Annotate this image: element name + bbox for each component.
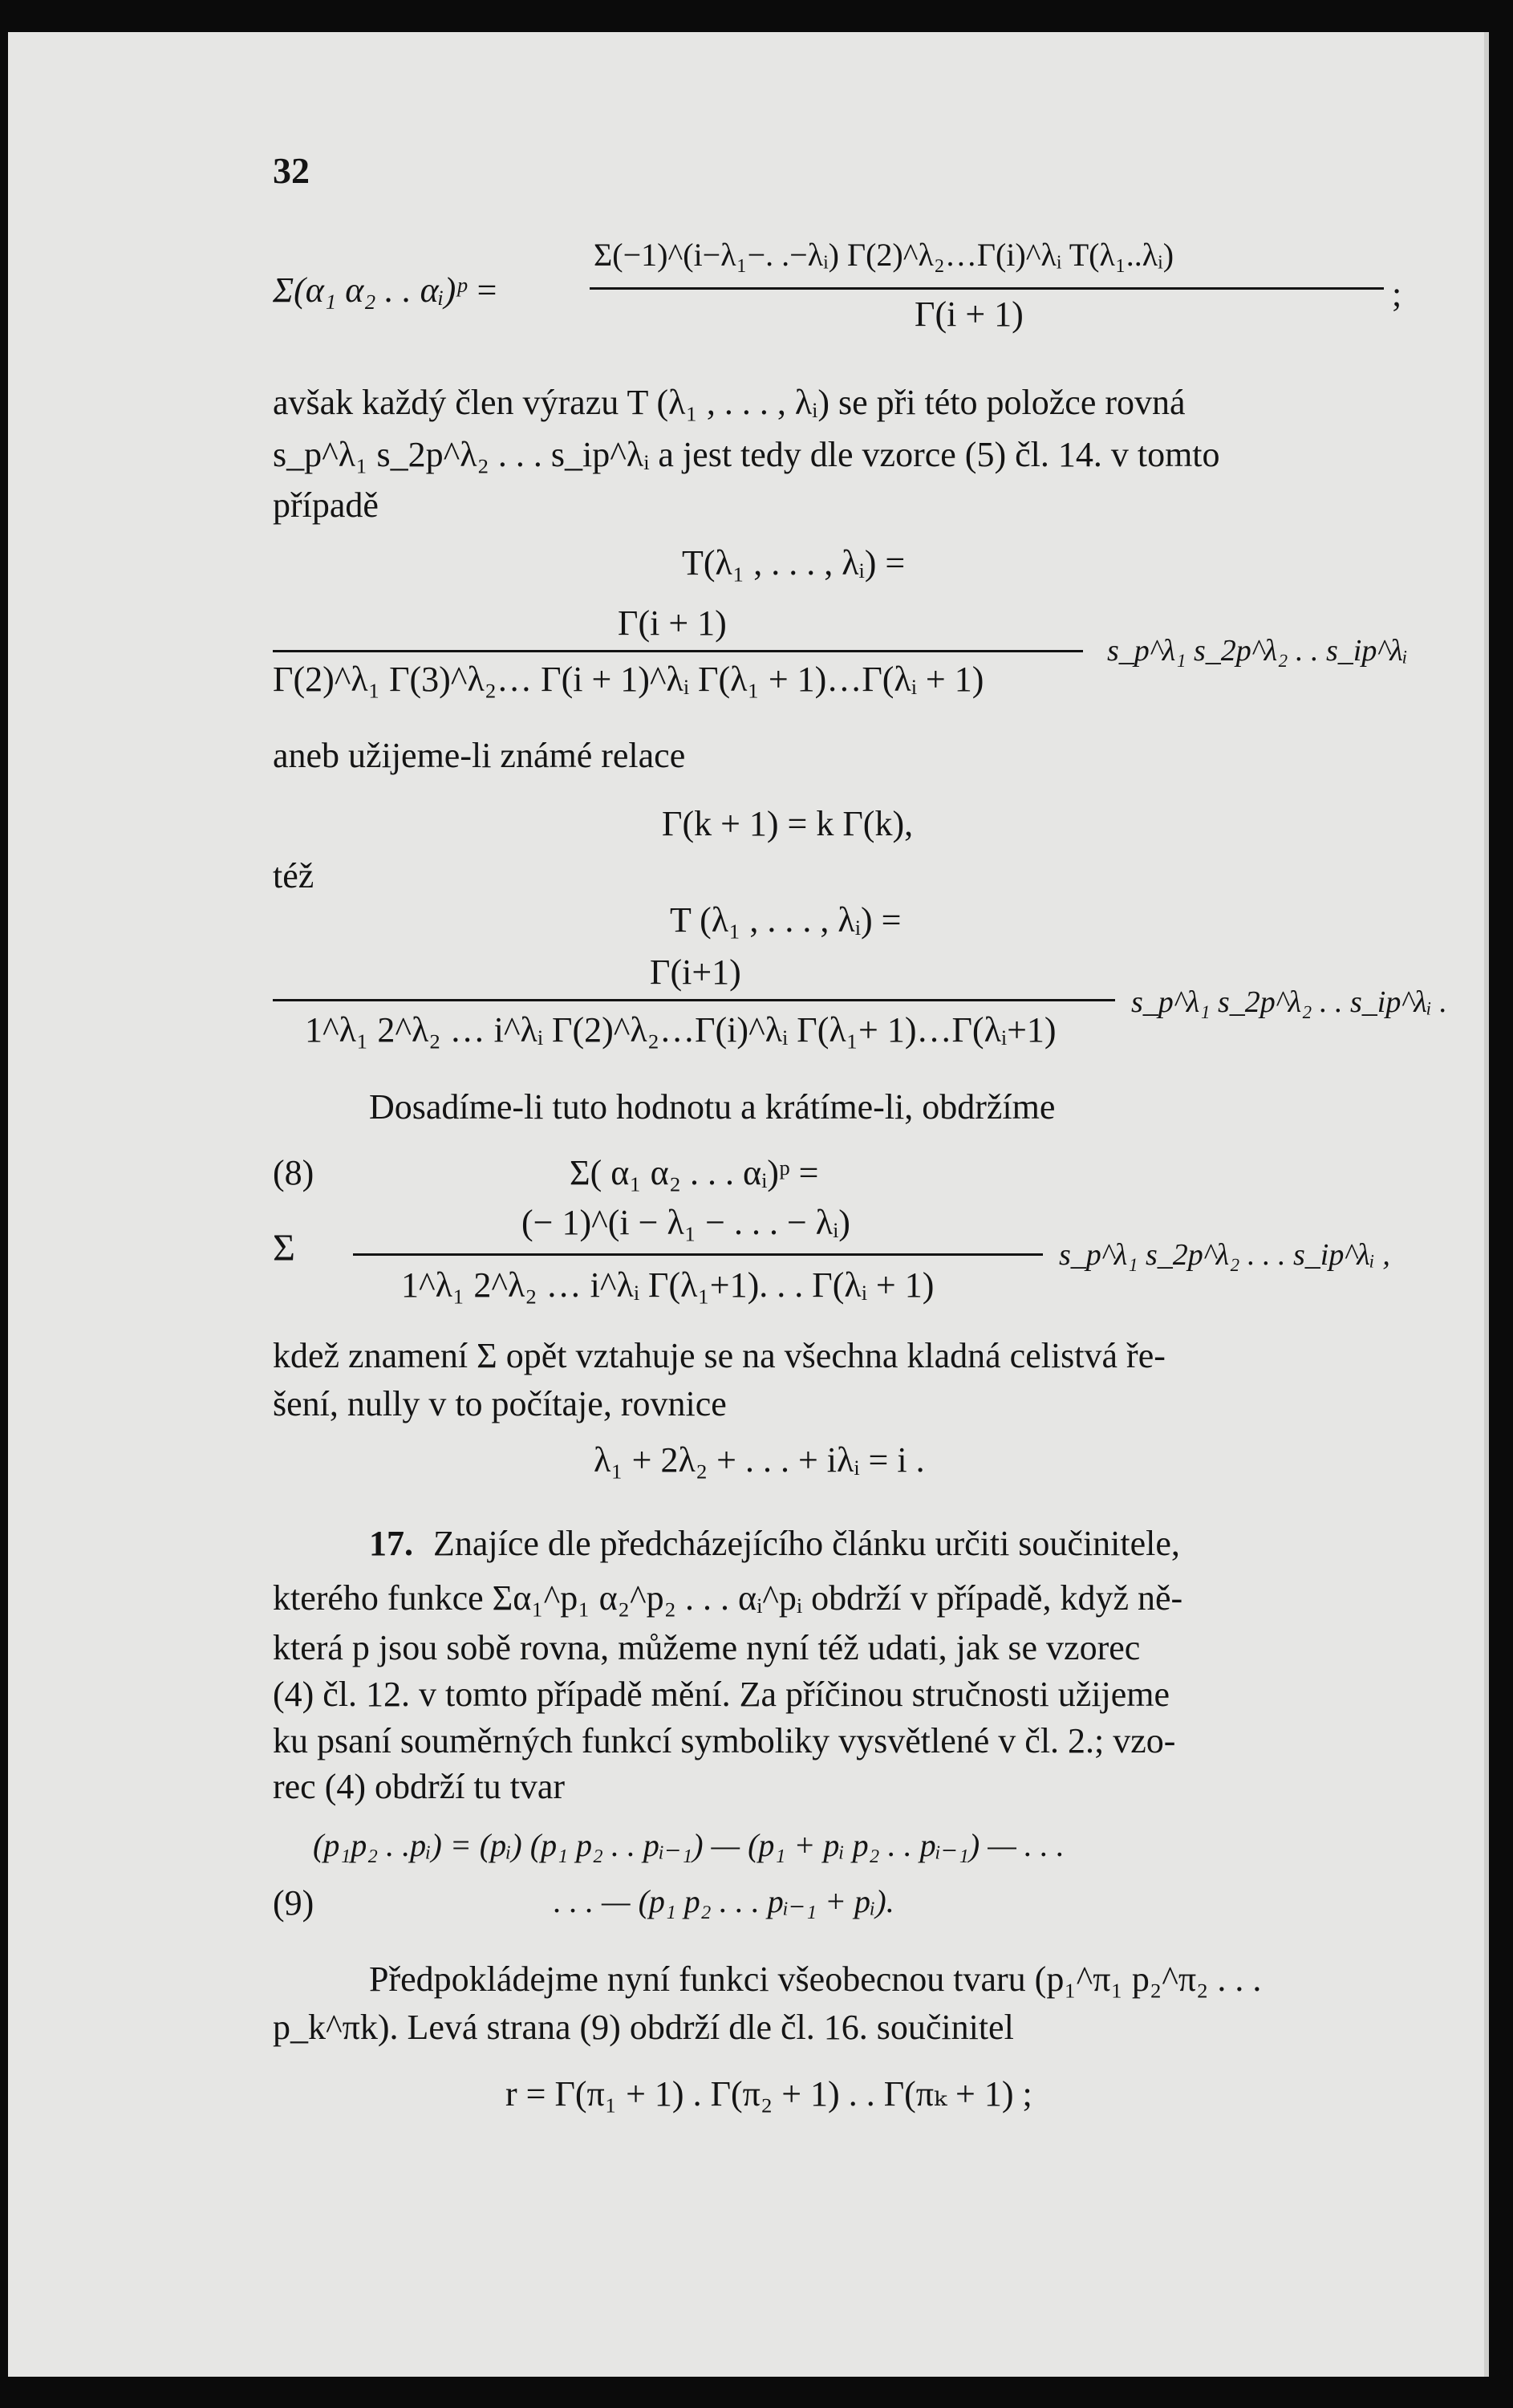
eq-T1-rhs: s_p^λ₁ s_2p^λ₂ . . s_ip^λᵢ (1107, 634, 1408, 668)
eq8-label: (8) (273, 1153, 314, 1192)
paragraph-2: aneb užijeme-li známé relace (273, 736, 686, 775)
paragraph-5-line-1: kdež znamení Σ opět vztahuje se na všechna kladná celistvá ře- (273, 1336, 1166, 1375)
eq-lambda: λ₁ + 2λ₂ + . . . + iλᵢ = i . (594, 1440, 925, 1480)
eq-T2-numerator: Γ(i+1) (650, 952, 741, 992)
paragraph-5-line-2: šení, nully v to počítaje, rovnice (273, 1384, 727, 1423)
eq8-numerator: (− 1)^(i − λ₁ − . . . − λᵢ) (521, 1203, 850, 1242)
eq-T1-lhs: T(λ₁ , . . . , λᵢ) = (682, 543, 906, 583)
eq-sigma-denominator: Γ(i + 1) (915, 294, 1024, 334)
paragraph-6-line-3: která p jsou sobě rovna, můžeme nyní též udati, jak se vzorec (273, 1628, 1141, 1667)
eq-sigma-numerator: Σ(−1)^(i−λ₁−. .−λᵢ) Γ(2)^λ₂…Γ(i)^λᵢ T(λ₁..λᵢ) (594, 237, 1174, 273)
eq8-rhs: s_p^λ₁ s_2p^λ₂ . . . s_ip^λᵢ , (1059, 1238, 1390, 1272)
article-number: 17. (369, 1524, 413, 1563)
eq8-sigma: Σ (273, 1227, 295, 1269)
eq-T2-fraction-bar (273, 999, 1115, 1001)
paragraph-7-line-1: Předpokládejme nyní funkci všeobecnou tvaru (p₁^π₁ p₂^π₂ . . . (369, 1959, 1262, 1999)
paragraph-6-line-5: ku psaní souměrných funkcí symboliky vysvětlené v čl. 2.; vzo- (273, 1721, 1176, 1760)
page-number: 32 (273, 150, 310, 191)
paragraph-6-line-6: rec (4) obdrží tu tvar (273, 1767, 566, 1806)
eq-T2-denominator: 1^λ₁ 2^λ₂ … i^λᵢ Γ(2)^λ₂…Γ(i)^λᵢ Γ(λ₁+ 1)…Γ(λᵢ+1) (305, 1010, 1057, 1050)
eq-sigma-lhs: Σ(α₁ α₂ . . αᵢ)ᵖ = (273, 270, 499, 310)
eq-sigma-end: ; (1392, 274, 1402, 314)
eq-gamma-relation: Γ(k + 1) = k Γ(k), (662, 804, 914, 843)
eq-T1-denominator: Γ(2)^λ₁ Γ(3)^λ₂… Γ(i + 1)^λᵢ Γ(λ₁ + 1)…Γ(λᵢ + 1) (273, 660, 984, 699)
paragraph-3: též (273, 856, 314, 895)
paragraph-1-line-1: avšak každý člen výrazu T (λ₁ , . . . , λᵢ) se při této položce rovná (273, 383, 1186, 422)
eq-r: r = Γ(π₁ + 1) . Γ(π₂ + 1) . . Γ(πₖ + 1) ; (505, 2074, 1032, 2114)
eq-T2-rhs: s_p^λ₁ s_2p^λ₂ . . s_ip^λᵢ . (1131, 985, 1447, 1019)
eq8-denominator: 1^λ₁ 2^λ₂ … i^λᵢ Γ(λ₁+1). . . Γ(λᵢ + 1) (401, 1265, 935, 1305)
eq8-lhs: Σ( α₁ α₂ . . . αᵢ)ᵖ = (570, 1153, 819, 1192)
eq9-line-1: (p₁p₂ . .pᵢ) = (pᵢ) (p₁ p₂ . . pᵢ₋₁) — (p₁ + pᵢ p₂ . . pᵢ₋₁) — . . . (313, 1827, 1065, 1863)
paragraph-6-line-4: (4) čl. 12. v tomto případě mění. Za příčinou stručnosti užijeme (273, 1675, 1170, 1714)
paragraph-1-line-3: případě (273, 485, 379, 525)
paragraph-7-line-2: p_k^πk). Levá strana (9) obdrží dle čl. 16. součinitel (273, 2008, 1014, 2047)
eq-T1-numerator: Γ(i + 1) (618, 603, 727, 643)
paragraph-6-line-2: kterého funkce Σα₁^p₁ α₂^p₂ . . . αᵢ^pᵢ obdrží v případě, když ně- (273, 1578, 1183, 1618)
eq-T2-lhs: T (λ₁ , . . . , λᵢ) = (670, 900, 902, 940)
eq9-label: (9) (273, 1883, 314, 1923)
paragraph-1-line-2: s_p^λ₁ s_2p^λ₂ . . . s_ip^λᵢ a jest tedy dle vzorce (5) čl. 14. v tomto (273, 435, 1220, 474)
eq8-fraction-bar (353, 1253, 1043, 1256)
eq9-line-2: . . . — (p₁ p₂ . . . pᵢ₋₁ + pᵢ). (554, 1883, 894, 1919)
paragraph-4: Dosadíme-li tuto hodnotu a krátíme-li, obdržíme (369, 1087, 1056, 1127)
paragraph-6-line-1: Znajíce dle předcházejícího článku určiti součinitele, (433, 1524, 1180, 1563)
eq-T1-fraction-bar (273, 650, 1083, 652)
eq-sigma-fraction-bar (590, 287, 1384, 290)
book-page (8, 32, 1489, 2377)
